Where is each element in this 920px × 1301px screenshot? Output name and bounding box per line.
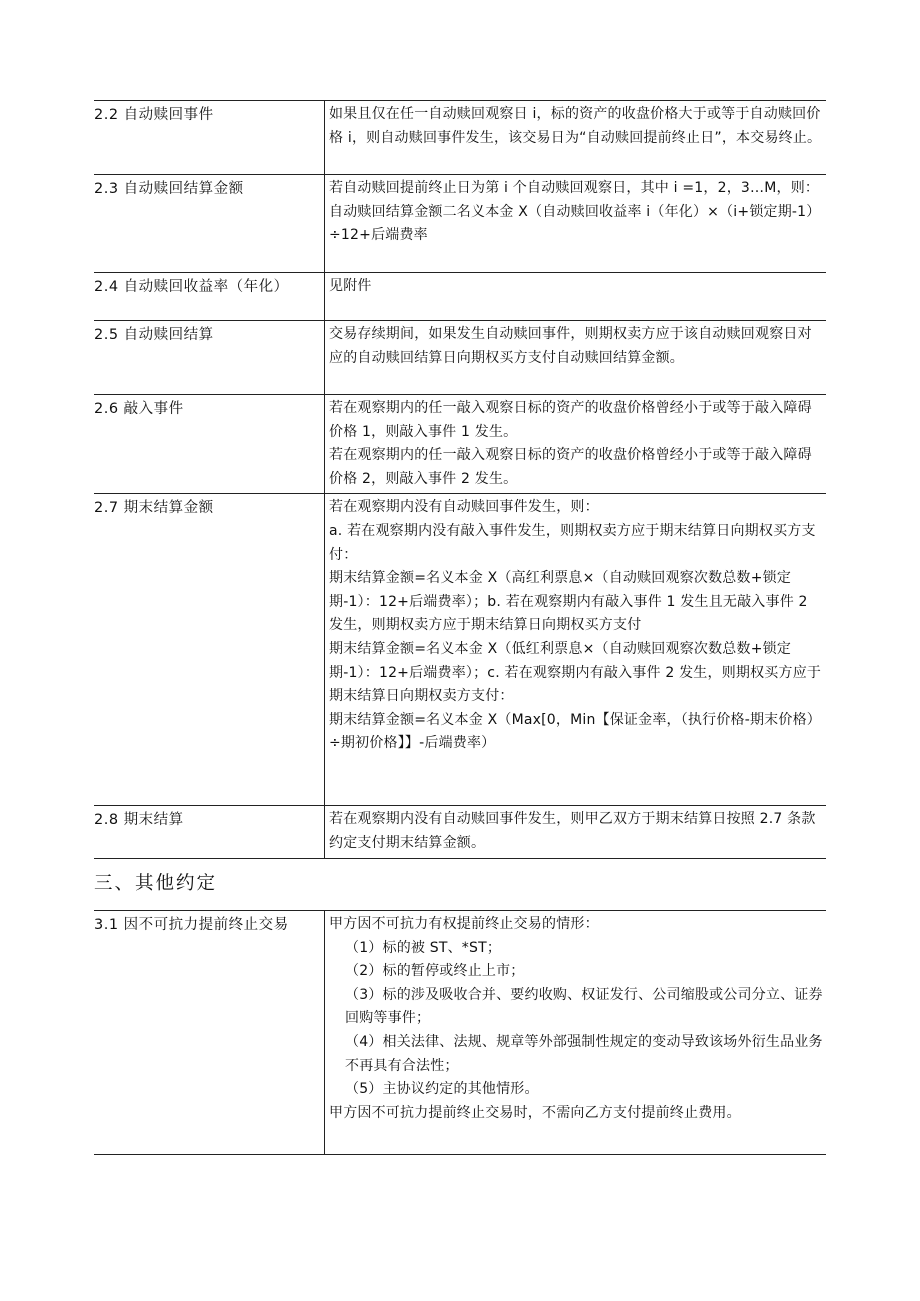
value-line: （1）标的被 ST、*ST；	[345, 939, 502, 956]
value-line: 交易存续期间，如果发生自动赎回事件，则期权卖方应于该自动赎回观察日对应的自动赎回结算日向期权买方支付自动赎回结算金额。	[329, 326, 812, 366]
value-line: 若在观察期内没有自动赎回事件发生，则：	[329, 499, 599, 516]
table-row	[94, 101, 826, 175]
value-line: 见附件	[329, 278, 372, 294]
value-line: 若在观察期内没有自动赎回事件发生，则甲乙双方于期末结算日按照 2.7 条款约定支付期末结算金额。	[329, 811, 816, 851]
table-row	[94, 911, 826, 1155]
row-label-final-settlement-amount: 2.7 期末结算金额	[94, 494, 325, 806]
row-label-force-majeure-termination: 3.1 因不可抗力提前终止交易	[94, 911, 325, 1155]
table-row	[94, 321, 826, 395]
value-line: a. 若在观察期内没有敲入事件发生，则期权卖方应于期末结算日向期权买方支付：	[329, 522, 816, 563]
terms-table-section-3	[94, 910, 826, 1155]
row-value	[325, 494, 827, 806]
value-line: 如果且仅在任一自动赎回观察日 i，标的资产的收盘价格大于或等于自动赎回价格 i，则自动赎回事件发生，该交易日为“自动赎回提前终止日”，本交易终止。	[329, 106, 822, 146]
value-line: 自动赎回结算金额二名义本金 X（自动赎回收益率 i（年化）×（i+锁定期-1）÷12+后端费率	[329, 203, 821, 244]
value-line: 甲方因不可抗力提前终止交易时，不需向乙方支付提前终止费用。	[329, 1104, 741, 1121]
table-row	[94, 494, 826, 806]
value-line: （4）相关法律、法规、规章等外部强制性规定的变动导致该场外衍生品业务不再具有合法性；	[345, 1033, 823, 1074]
row-label-final-settlement: 2.8 期末结算	[94, 806, 325, 858]
value-line: （5）主协议约定的其他情形。	[345, 1081, 539, 1098]
value-line: （2）标的暂停或终止上市；	[345, 963, 525, 980]
section-heading: 三、其他约定	[94, 873, 218, 894]
value-line: 若在观察期内的任一敲入观察日标的资产的收盘价格曾经小于或等于敲入障碍价格 2，则敲入事件 2 发生。	[329, 447, 812, 487]
value-line: 若自动赎回提前终止日为第 i 个自动赎回观察日，其中 i =1，2，3…M，则：	[329, 180, 820, 196]
table-row	[94, 806, 826, 858]
row-label-auto-redemption-settlement: 2.5 自动赎回结算	[94, 321, 325, 395]
terms-table-section-2	[94, 100, 826, 859]
table-row	[94, 175, 826, 273]
row-label-auto-redemption-rate: 2.4 自动赎回收益率（年化）	[94, 273, 325, 321]
row-value	[325, 911, 827, 1155]
row-value	[325, 395, 827, 494]
value-line: 期末结算金额=名义本金 X（Max[0，Min【保证金率，（执行价格-期末价格）÷期初价格】】-后端费率）	[329, 711, 821, 752]
value-line: （3）标的涉及吸收合并、要约收购、权证发行、公司缩股或公司分立、证券回购等事件；	[345, 986, 823, 1027]
value-line: 若在观察期内的任一敲入观察日标的资产的收盘价格曾经小于或等于敲入障碍价格 1，则敲入事件 1 发生。	[329, 400, 812, 440]
row-value	[325, 101, 827, 175]
table-row	[94, 395, 826, 494]
row-value	[325, 273, 827, 321]
value-line: 期末结算金额=名义本金 X（低红利票息×（自动赎回观察次数总数+锁定期-1）：12+后端费率）；c. 若在观察期内有敲入事件 2 发生，则期权买方应于期末结算日向期权卖方支付：	[329, 640, 822, 705]
row-value	[325, 321, 827, 395]
table-row	[94, 273, 826, 321]
row-value	[325, 175, 827, 273]
row-label-knock-in-event: 2.6 敲入事件	[94, 395, 325, 494]
value-line: 甲方因不可抗力有权提前终止交易的情形：	[329, 916, 599, 932]
row-label-auto-redemption-event: 2.2 自动赎回事件	[94, 101, 325, 175]
row-value	[325, 806, 827, 858]
row-label-auto-redemption-amount: 2.3 自动赎回结算金额	[94, 175, 325, 273]
value-line: 期末结算金额=名义本金 X（高红利票息×（自动赎回观察次数总数+锁定期-1）：12+后端费率）；b. 若在观察期内有敲入事件 1 发生且无敲入事件 2 发生，则期权卖方应于期末结算日向期权买方支付	[329, 570, 808, 634]
